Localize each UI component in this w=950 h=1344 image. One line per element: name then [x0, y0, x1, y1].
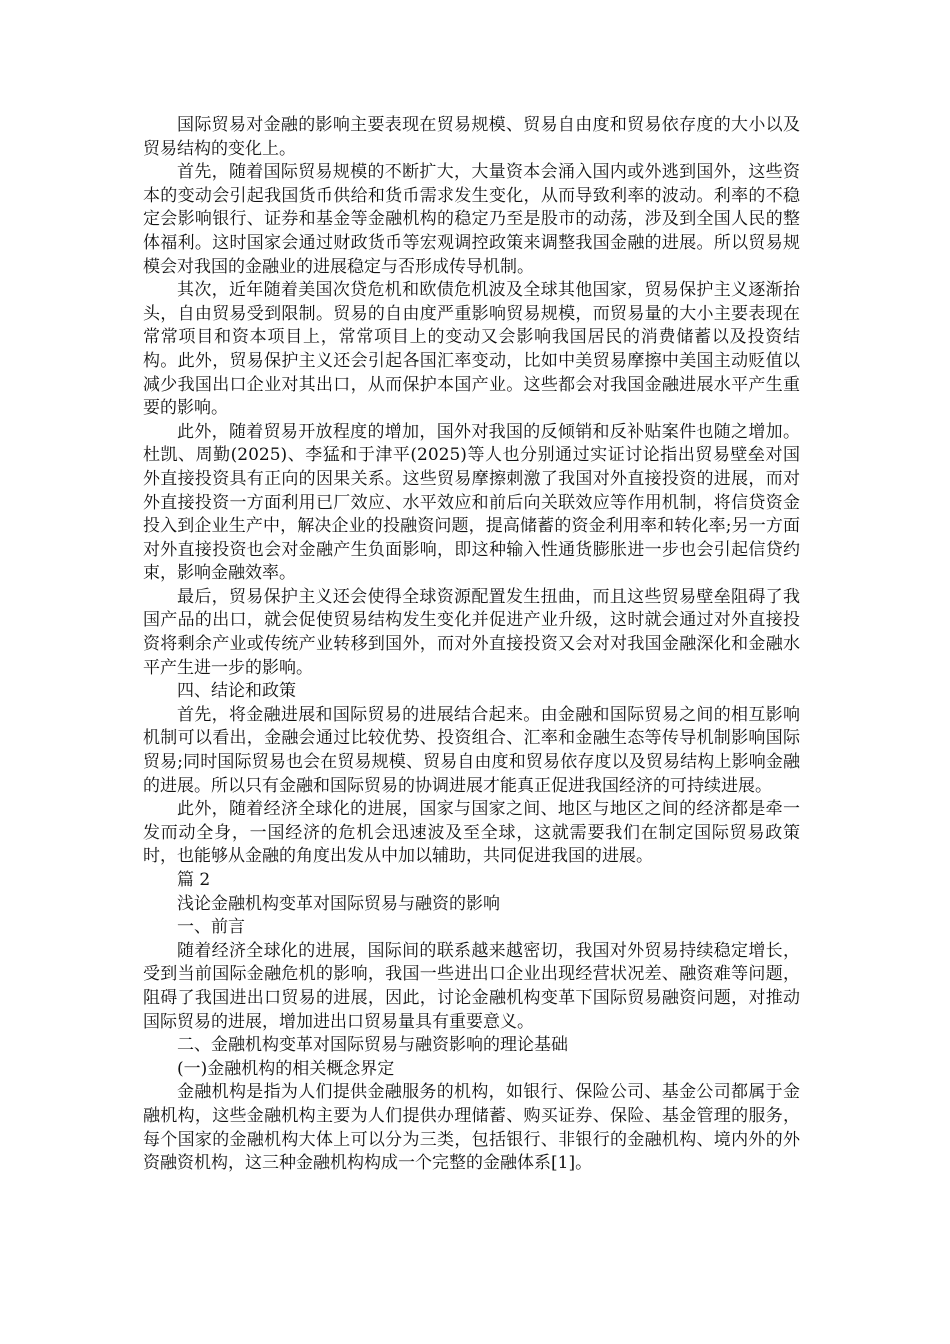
document-page — [143, 114, 800, 1176]
subsection-heading-definition: (一)金融机构的相关概念界定 — [177, 1058, 395, 1079]
section-heading-conclusion: 四、结论和政策 — [177, 681, 296, 702]
paragraph-conclusion-first: 首先，将金融进展和国际贸易的进展结合起来。由金融和国际贸易之间的相互影响机制可以看出，金融会通过比较优势、投资组合、汇率和金融生态等传导机制影响国际贸易;同时国际贸易也会在贸易规模、贸易自由度和贸易依存度以及贸易结构上影响金融的进展。所以只有金融和国际贸易的协调进展才能真正促进我国经济的可持续进展。 — [143, 704, 800, 796]
paragraph-trade-openness: 此外，随着贸易开放程度的增加，国外对我国的反倾销和反补贴案件也随之增加。杜凯、周勤(2025)、李猛和于津平(2025)等人也分别通过实证讨论指出贸易壁垒对国外直接投资具有正向的因果关系。这些贸易摩擦刺激了我国对外直接投资的进展，而对外直接投资一方面利用已厂效应、水平效应和前后向关联效应等作用机制，将信贷资金投入到企业生产中，解决企业的投融资问题，提高储蓄的资金利用率和转化率;另一方面对外直接投资也会对金融产生负面影响，即这种输入性通货膨胀进一步也会引起信贷约束，影响金融效率。 — [143, 421, 800, 584]
article-number: 篇 2 — [177, 870, 211, 890]
paragraph-conclusion-second: 此外，随着经济全球化的进展，国家与国家之间、地区与地区之间的经济都是牵一发而动全身，一国经济的危机会迅速波及至全球，这就需要我们在制定国际贸易政策时，也能够从金融的角度出发从中加以辅助，共同促进我国的进展。 — [143, 799, 800, 867]
paragraph-trade-freedom: 其次，近年随着美国次贷危机和欧债危机波及全球其他国家，贸易保护主义逐渐抬头，自由贸易受到限制。贸易的自由度严重影响贸易规模，而贸易量的大小主要表现在常常项目和资本项目上，常常项目上的变动又会影响我国居民的消费储蓄以及投资结构。此外，贸易保护主义还会引起各国汇率变动，比如中美贸易摩擦中美国主动贬值以减少我国出口企业对其出口，从而保护本国产业。这些都会对我国金融进展水平产生重要的影响。 — [143, 280, 800, 419]
article-title: 浅论金融机构变革对国际贸易与融资的影响 — [177, 893, 500, 914]
paragraph-trade-scale: 首先，随着国际贸易规模的不断扩大，大量资本会涌入国内或外逃到国外，这些资本的变动会引起我国货币供给和货币需求发生变化，从而导致利率的波动。利率的不稳定会影响银行、证券和基金等金融机构的稳定乃至是股市的动荡，涉及到全国人民的整体福利。这时国家会通过财政货币等宏观调控政策来调整我国金融的进展。所以贸易规模会对我国的金融业的进展稳定与否形成传导机制。 — [143, 162, 800, 277]
paragraph-definition: 金融机构是指为人们提供金融服务的机构，如银行、保险公司、基金公司都属于金融机构，这些金融机构主要为人们提供办理储蓄、购买证券、保险、基金管理的服务，每个国家的金融机构大体上可以分为三类，包括银行、非银行的金融机构、境内外的外资融资机构，这三种金融机构构成一个完整的金融体系[1]。 — [143, 1082, 800, 1174]
paragraph-trade-impact-intro: 国际贸易对金融的影响主要表现在贸易规模、贸易自由度和贸易依存度的大小以及贸易结构的变化上。 — [143, 115, 800, 159]
section-heading-preface: 一、前言 — [177, 917, 245, 938]
paragraph-preface: 随着经济全球化的进展，国际间的联系越来越密切，我国对外贸易持续稳定增长，受到当前国际金融危机的影响，我国一些进出口企业出现经营状况差、融资难等问题，阻碍了我国进出口贸易的进展，因此，讨论金融机构变革下国际贸易融资问题，对推动国际贸易的进展，增加进出口贸易量具有重要意义。 — [143, 940, 800, 1032]
section-heading-theory: 二、金融机构变革对国际贸易与融资影响的理论基础 — [177, 1035, 568, 1056]
paragraph-trade-structure: 最后，贸易保护主义还会使得全球资源配置发生扭曲，而且这些贸易壁垒阻碍了我国产品的出口，就会促使贸易结构发生变化并促进产业升级，这时就会通过对外直接投资将剩余产业或传统产业转移到国外，而对外直接投资又会对对我国金融深化和金融水平产生进一步的影响。 — [143, 586, 800, 678]
